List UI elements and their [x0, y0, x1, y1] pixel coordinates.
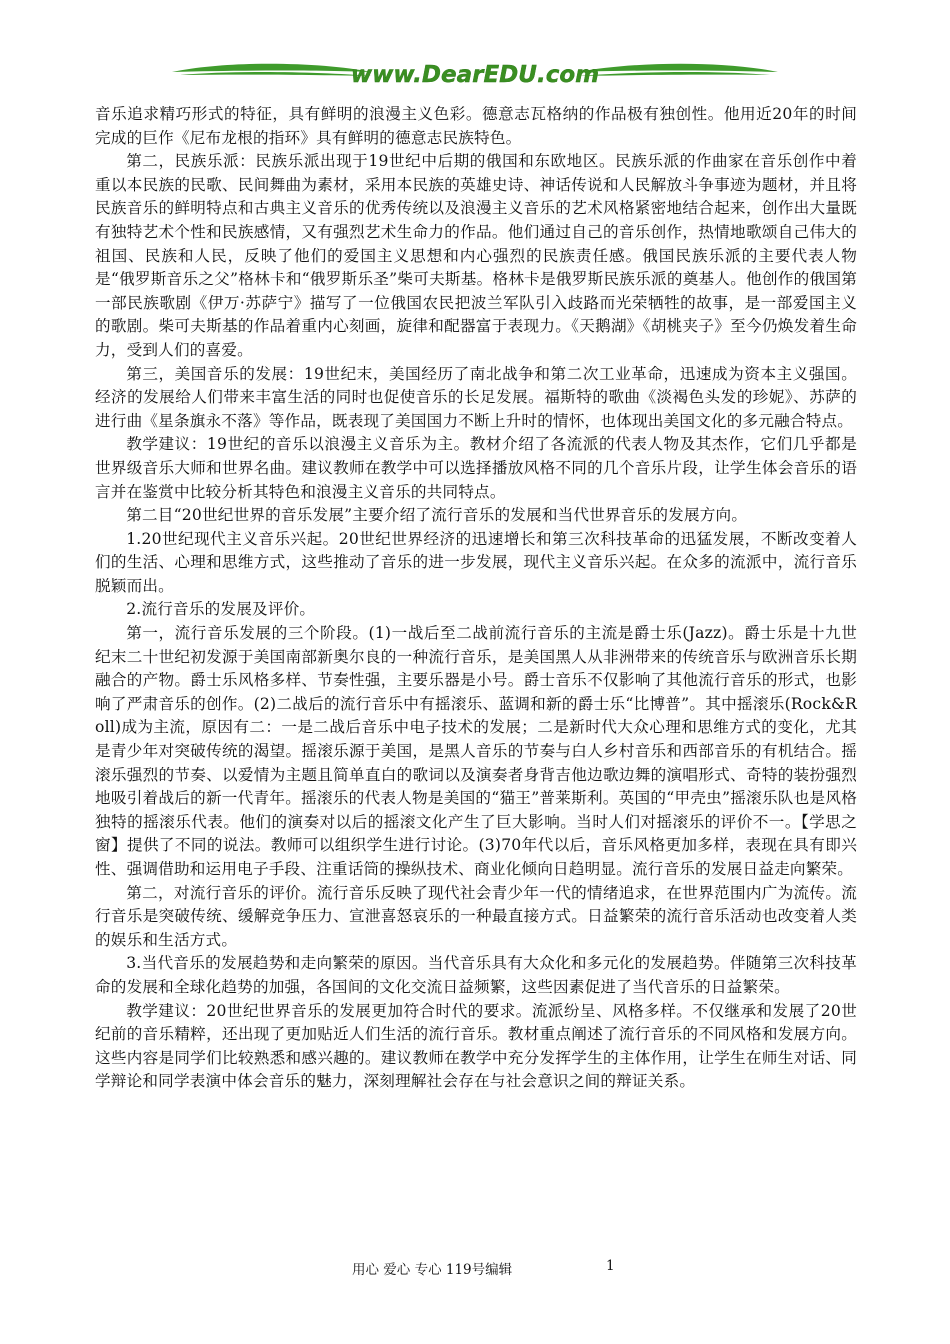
footer-note: 用心 爱心 专心 119号编辑 [352, 1262, 513, 1278]
paragraph: 1.20世纪现代主义音乐兴起。20世纪世界经济的迅速增长和第三次科技革命的迅猛发展，不断改变着人们的生活、心理和思维方式，这些推动了音乐的进一步发展，现代主义音乐兴起。在众多的流派中，流行音乐脱颖而出。 [95, 529, 857, 595]
right-swoosh-icon [578, 64, 778, 72]
right-swoosh-underline-icon [578, 72, 770, 76]
paragraph: 第二目“20世纪世界的音乐发展”主要介绍了流行音乐的发展和当代世界音乐的发展方向。 [126, 506, 748, 525]
paragraph: 第二，对流行音乐的评价。流行音乐反映了现代社会青少年一代的情绪追求，在世界范围内广为流传。流行音乐是突破传统、缓解竞争压力、宣泄喜怒哀乐的一种最直接方式。日益繁荣的流行音乐活动也改变着人类的娱乐和生活方式。 [95, 883, 857, 949]
paragraph: 第二，民族乐派：民族乐派出现于19世纪中后期的俄国和东欧地区。民族乐派的作曲家在音乐创作中着重以本民族的民歌、民间舞曲为素材，采用本民族的英雄史诗、神话传说和人民解放斗争事迹为题材，并且将民族音乐的鲜明特点和古典主义音乐的优秀传统以及浪漫主义音乐的艺术风格紧密地结合起来，创作出大量既有独特艺术个性和民族感情，又有强烈艺术生命力的作品。他们通过自己的音乐创作，热情地歌颂自己伟大的祖国、民族和人民，反映了他们的爱国主义思想和内心强烈的民族责任感。俄国民族乐派的主要代表人物是“俄罗斯音乐之父”格林卡和“俄罗斯乐圣”柴可夫斯基。格林卡是俄罗斯民族乐派的奠基人。他创作的俄国第一部民族歌剧《伊万·苏萨宁》描写了一位俄国农民把波兰军队引入歧路而光荣牺牲的故事，是一部爱国主义的歌剧。柴可夫斯基的作品着重内心刻画，旋律和配器富于表现力。《天鹅湖》《胡桃夹子》至今仍焕发着生命力，受到人们的喜爱。 [95, 152, 857, 359]
paragraph: 2.流行音乐的发展及评价。 [126, 600, 316, 619]
paragraph: 3.当代音乐的发展趋势和走向繁荣的原因。当代音乐具有大众化和多元化的发展趋势。伴随第三次科技革命的发展和全球化趋势的加强，各国间的文化交流日益频繁，这些因素促进了当代音乐的日益繁荣。 [95, 954, 857, 996]
page-number: 1 [606, 1258, 615, 1274]
paragraph: 第一，流行音乐发展的三个阶段。(1)一战后至二战前流行音乐的主流是爵士乐(Jazz)。爵士乐是十九世纪末二十世纪初发源于美国南部新奥尔良的一种流行音乐，是美国黑人从非洲带来的传统音乐与欧洲音乐长期融合的产物。爵士乐风格多样、节奏性强，主要乐器是小号。爵士音乐不仅影响了其他流行音乐的形式，也影响了严肃音乐的创作。(2)二战后的流行音乐中有摇滚乐、蓝调和新的爵士乐“比博普”。其中摇滚乐(Rock&Roll)成为主流，原因有二：一是二战后音乐中电子技术的发展；二是新时代大众心理和思维方式的变化，尤其是青少年对突破传统的渴望。摇滚乐源于美国，是黑人音乐的节奏与白人乡村音乐和西部音乐的有机结合。摇滚乐强烈的节奏、以爱情为主题且简单直白的歌词以及演奏者身背吉他边歌边舞的演唱形式、奇特的装扮强烈地吸引着战后的新一代青年。摇滚乐的代表人物是美国的“猫王”普莱斯利。英国的“甲壳虫”摇滚乐队也是风格独特的摇滚乐代表。他们的演奏对以后的摇滚文化产生了巨大影响。当时人们对摇滚乐的评价不一。【学思之窗】提供了不同的说法。教师可以组织学生进行讨论。(3)70年代以后，音乐风格更加多样，表现在具有即兴性、强调借助和运用电子手段、注重话筒的操纵技术、商业化倾向日趋明显。流行音乐的发展日益走向繁荣。 [95, 624, 857, 878]
paragraph: 教学建议：19世纪的音乐以浪漫主义音乐为主。教材介绍了各流派的代表人物及其杰作，它们几乎都是世界级音乐大师和世界名曲。建议教师在教学中可以选择播放风格不同的几个音乐片段，让学生体会音乐的语言并在鉴赏中比较分析其特色和浪漫主义音乐的共同特点。 [95, 435, 857, 501]
paragraph: 音乐追求精巧形式的特征，具有鲜明的浪漫主义色彩。德意志瓦格纳的作品极有独创性。他用近20年的时间完成的巨作《尼布龙根的指环》具有鲜明的德意志民族特色。 [95, 105, 857, 147]
site-logo-text: www.DearEDU.com [350, 62, 600, 88]
site-logo-banner [0, 48, 950, 104]
page-footer [0, 1258, 950, 1282]
paragraph: 第三，美国音乐的发展：19世纪末，美国经历了南北战争和第二次工业革命，迅速成为资本主义强国。经济的发展给人们带来丰富生活的同时也促使音乐的长足发展。福斯特的歌曲《淡褐色头发的珍妮》、苏萨的进行曲《星条旗永不落》等作品，既表现了美国国力不断上升时的情怀，也体现出美国文化的多元融合特点。 [95, 364, 857, 430]
paragraph: 教学建议：20世纪世界音乐的发展更加符合时代的要求。流派纷呈、风格多样。不仅继承和发展了20世纪前的音乐精粹，还出现了更加贴近人们生活的流行音乐。教材重点阐述了流行音乐的不同风格和发展方向。这些内容是同学们比较熟悉和感兴趣的。建议教师在教学中充分发挥学生的主体作用，让学生在师生对话、同学辩论和同学表演中体会音乐的魅力，深刻理解社会存在与社会意识之间的辩证关系。 [95, 1001, 857, 1091]
left-swoosh-underline-icon [180, 72, 372, 76]
left-swoosh-icon [172, 64, 372, 72]
document-body [95, 103, 857, 1094]
page-header [0, 48, 950, 104]
